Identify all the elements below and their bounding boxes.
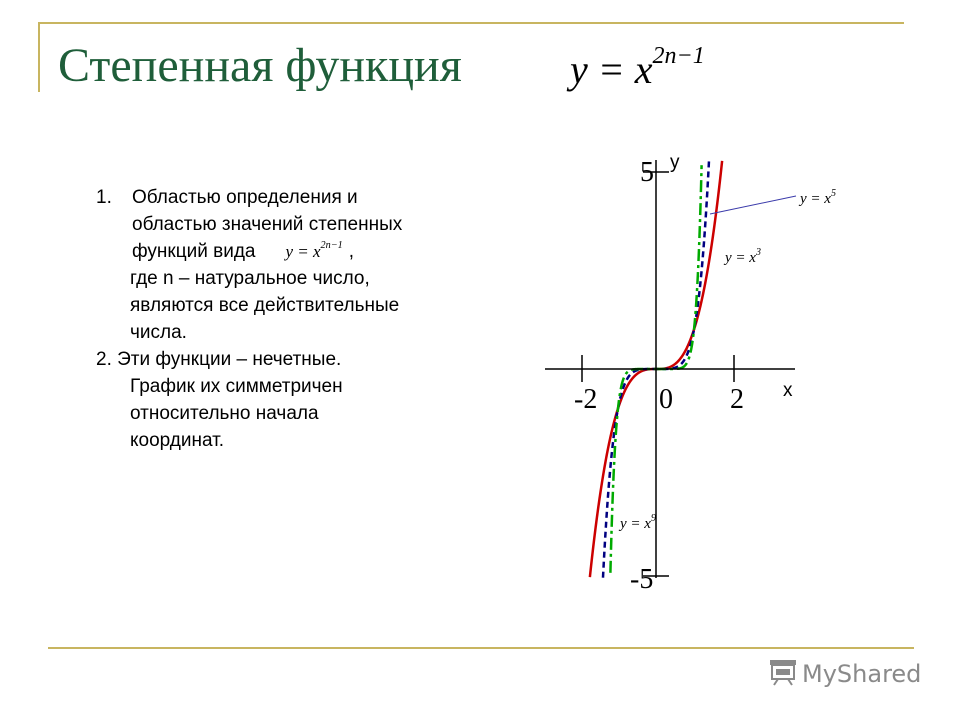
y-tick-label-5: 5 xyxy=(640,157,654,188)
series-label-x3: $y = x^3$ xyxy=(725,247,761,266)
point-1-line-4: где n – натуральное число, xyxy=(130,268,370,289)
series-label-x5: $y = x^5$ xyxy=(800,188,836,207)
point-1-line-3: функций вида $y = x^{2n-1}$ , xyxy=(132,238,496,265)
slide-title: Степенная функция xyxy=(58,39,462,92)
point-2-line-1: 2. Эти функции – нечетные. xyxy=(96,349,342,370)
x5-callout-line xyxy=(710,196,796,214)
point-2-line-3: относительно начала xyxy=(130,403,319,424)
projector-icon xyxy=(768,658,798,692)
series-label-x9: $y = x^9$ xyxy=(620,513,656,532)
y-axis-label: y xyxy=(670,152,680,173)
point-1-line-5: являются все действительные xyxy=(130,295,400,316)
title-formula: $y = x^{2n-1}$ xyxy=(570,42,705,92)
point-1-line-2: областью значений степенных xyxy=(132,214,403,235)
inline-formula: $y = x^{2n-1}$ xyxy=(285,239,343,261)
x-axis-label: x xyxy=(783,380,793,401)
logo-text: MyShared xyxy=(802,660,922,688)
point-2-line-2: График их симметричен xyxy=(130,376,343,397)
myshared-logo xyxy=(768,658,921,692)
point-1-number: 1. xyxy=(96,187,112,208)
x-tick-label-minus-2: -2 xyxy=(574,384,598,415)
y-tick-label-minus-5: -5 xyxy=(630,564,654,595)
point-1-line-6: числа. xyxy=(130,322,187,343)
point-1-line-1: Областью определения и xyxy=(132,187,358,208)
x-tick-label-0: 0 xyxy=(659,384,673,415)
point-2-line-4: координат. xyxy=(130,430,225,451)
x-tick-label-2: 2 xyxy=(730,384,744,415)
